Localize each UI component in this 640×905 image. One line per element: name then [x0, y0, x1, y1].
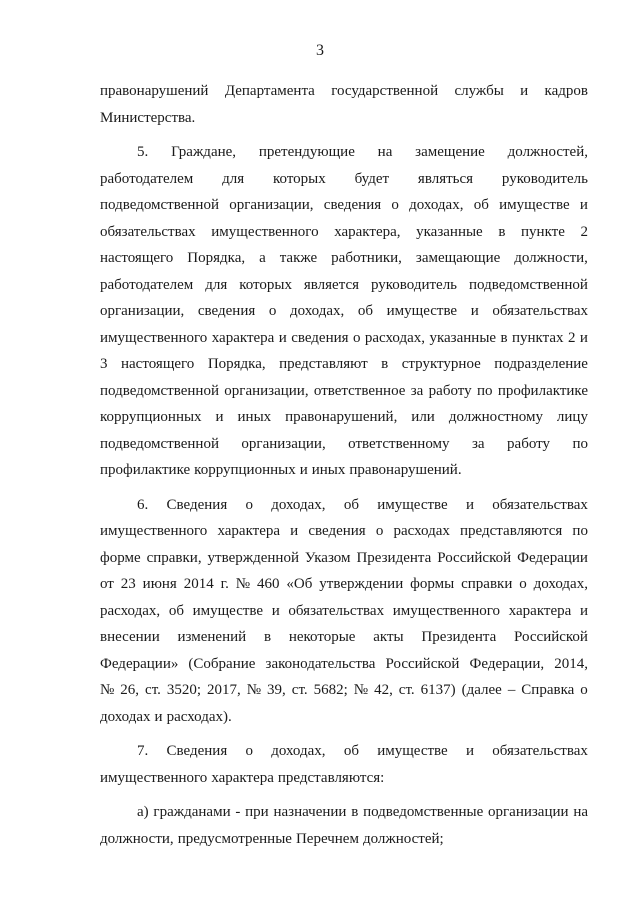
text-line: расходах, об имуществе и обязательствах имущественного характера и — [100, 602, 588, 619]
text-line: а) гражданами - при назначении в подведомственные организации на — [137, 804, 588, 820]
paragraph — [100, 492, 588, 731]
text-line: 6. Сведения о доходах, об имуществе и обязательствах — [137, 496, 588, 513]
text-line: имущественного характера и сведения о расходах представляются по — [100, 523, 588, 539]
paragraph-gap — [100, 730, 588, 738]
text-line: организации, сведения о доходах, об имуществе и обязательствах — [100, 303, 588, 319]
text-line: подведомственной организации, ответственному за работу по — [100, 435, 588, 452]
text-line: подведомственной организации, ответственное за работу по профилактике — [100, 382, 588, 399]
text-line: форме справки, утвержденной Указом Президента Российской Федерации — [100, 549, 588, 566]
text-line: внесении изменений в некоторые акты Президента Российской — [100, 629, 588, 645]
text-line: правонарушений Департамента государственной службы и кадров — [100, 83, 588, 99]
document-body — [100, 78, 588, 852]
paragraph — [100, 139, 588, 484]
text-line: Федерации» (Собрание законодательства Российской Федерации, 2014, — [100, 655, 588, 672]
text-line: имущественного характера представляются: — [100, 769, 385, 786]
text-line: коррупционных и иных правонарушений, или должностному лицу — [100, 409, 588, 425]
text-line: Министерства. — [100, 109, 196, 126]
text-line: работодателем для которых является руководитель подведомственной — [100, 276, 588, 293]
text-line: 5. Граждане, претендующие на замещение должностей, — [137, 144, 588, 160]
paragraph — [100, 738, 588, 791]
text-line: подведомственной организации, сведения о доходах, об имуществе и — [100, 197, 588, 213]
text-line: настоящего Порядка, а также работники, замещающие должности, — [100, 250, 588, 266]
text-line: должности, предусмотренные Перечнем должностей; — [100, 830, 444, 847]
text-line: обязательствах имущественного характера, указанные в пункте 2 — [100, 223, 588, 240]
text-line: от 23 июня 2014 г. № 460 «Об утверждении формы справки о доходах, — [100, 576, 588, 592]
text-line: доходах и расходах). — [100, 708, 232, 725]
text-line: работодателем для которых будет являться руководитель — [100, 170, 588, 187]
paragraph — [100, 78, 588, 131]
paragraph-gap — [100, 791, 588, 799]
text-line: имущественного характера и сведения о расходах, указанные в пунктах 2 и — [100, 329, 588, 346]
text-line: № 26, ст. 3520; 2017, № 39, ст. 5682; № 42, ст. 6137) (далее – Справка о — [100, 682, 588, 698]
text-line: 7. Сведения о доходах, об имуществе и обязательствах — [137, 743, 588, 759]
text-line: профилактике коррупционных и иных правонарушений. — [100, 462, 462, 478]
text-line: 3 настоящего Порядка, представляют в структурное подразделение — [100, 356, 588, 372]
page-number: 3 — [316, 42, 324, 59]
paragraph-gap — [100, 484, 588, 492]
paragraph-gap — [100, 131, 588, 139]
paragraph — [100, 799, 588, 852]
